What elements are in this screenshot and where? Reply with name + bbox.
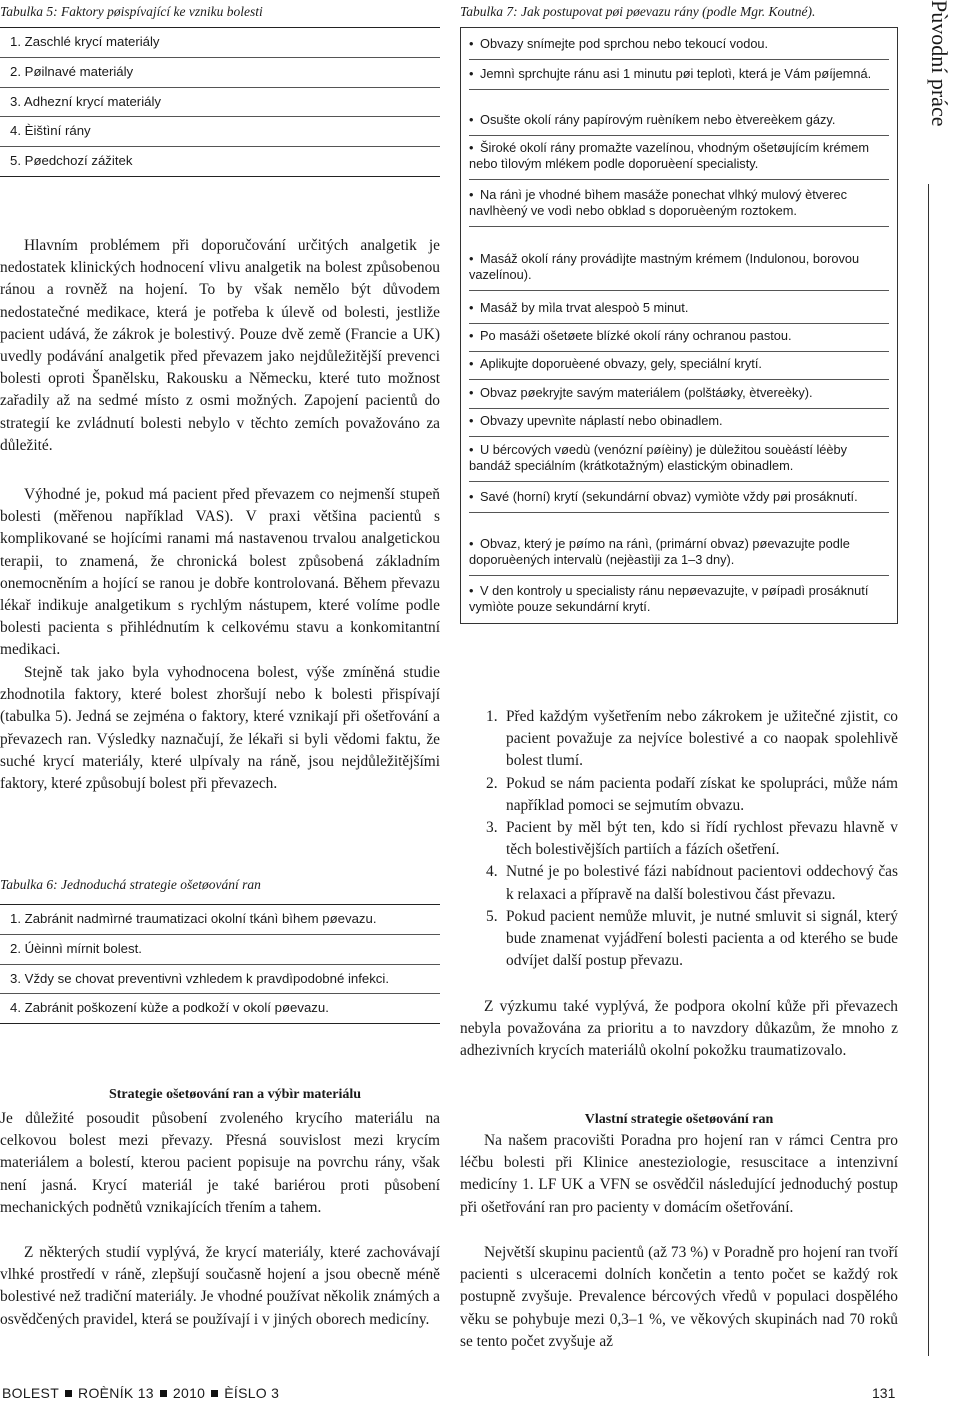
year-label: 2010 [172,1385,206,1401]
table6-caption: Tabulka 6: Jednoduchá strategie ošetøování ran [0,877,261,892]
section-side-label [926,0,960,180]
table5-caption: Tabulka 5: Faktory pøispívající ke vzniku bolesti [0,4,263,19]
table6-row: 4. Zabránit poškození kùže a podkoží v okolí pøevazu. [0,993,440,1023]
table5-row: 3. Adhezní krycí materiály [0,87,440,117]
table5 [0,27,440,177]
table7-caption: Tabulka 7: Jak postupovat pøi pøevazu rány (podle Mgr. Koutné). [460,4,816,19]
body-paragraph: Z výzkumu také vyplývá, že podpora okolní kůže při převazech nebyla považována za prioritu a to navzdory důkazům, že mnoho z adhezivních krycích materiálů okolní pokožku traumatizovalo. [460,998,898,1060]
page-footer [2,1385,279,1401]
table6 [0,904,440,1024]
table7-item: • Savé (horní) krytí (sekundární obvaz) vymìòte vždy pøi prosáknutí. [469,489,889,513]
list-item: 3. Pacient by měl být ten, kdo si řídí rychlost převazu hlavně v těch bolestivějších partiích a fázích ošetření. [486,819,898,859]
body-paragraph: Z některých studií vyplývá, že krycí materiály, které zachovávají vlhké prostředí v ráně, zlepšují současně hojení a jsou obecně méně bolestivé než tradiční materiály. Je vhodné používat několik známých a osvědčených pravidel, která se používají i v jiných oborech medicíny. [0,1244,440,1328]
list-item: 2. Pokud se nám pacienta podaří získat ke spolupráci, může nám například pomoci se sejmutím obvazu. [486,774,898,814]
body-paragraph: Hlavním problémem při doporučování určitých analgetik je nedostatek klinických hodnocení vlivu analgetik na bolest způsobenou ránou a rovněž na hojení. To by však nemělo být důvodem nedostatečné medikace, která je potřeba k úlevě od bolesti, jestliže pacient udává, že zákrok je bolestivý. Pouze dvě země (Francie a UK) uvedly podávání analgetik před převazem jako nejdůležitější prevenci bolesti oproti Španělsku, Rakousku a Německu, které tuto možnost zařadily až na sedmé místo z osmi možných. Zapojení pacientů do strategií ke zvládnutí bolesti nebylo v těchto zemích považováno za důležité. [0,237,440,454]
table5-row: 1. Zaschlé krycí materiály [10,34,160,49]
square-bullet-icon [160,1390,167,1397]
body-paragraph: Výhodné je, pokud má pacient před převazem co nejmenší stupeň bolesti (měřenou například VAS). V praxi většina pacientů s komplikované se hojícími ranami má nastavenou trvalou analgetickou terapii, to znamená, že chronická bolest způsobená základním onemocněním a hojící se ranou je dobře kontrolovaná. Během převazu lékař indikuje analgetikum s rychlým nástupem, které volíme podle bolesti pacienta s přihlédnutím k celkovému stavu a konkomitantní medikaci. [0,486,440,659]
table5-row: 2. Pøilnavé materiály [0,57,440,87]
body-paragraph: Na našem pracovišti Poradna pro hojení ran v rámci Centra pro léčbu bolesti při Klinice anesteziologie, resuscitace a intenzivní medicíny 1. LF UK a VFN se osvědčil následující jednoduchý postup při ošetřování ran pro pacienty v domácím ošetřování. [460,1132,898,1216]
table7-item: • Obvaz pøekryjte savým materiálem (polštáøky, ètvereèky). [469,385,889,409]
table7-item: • Masáž okolí rány provádìjte mastným krémem (Indulonou, borovou vazelínou). [469,251,889,291]
table7-item: • Obvazy upevnìte náplastí nebo obinadlem. [469,413,889,437]
table7-item: • Masáž by mìla trvat alespoò 5 minut. [469,300,889,324]
table7-item: • Aplikujte doporuèené obvazy, gely, speciální krytí. [469,356,889,380]
table7-item: • Po masáži ošetøete blízké okolí rány ochranou pastou. [469,328,889,352]
side-label-text: Pùvodní práce [927,0,952,127]
table7-item: • V den kontroly u specialisty ránu nepøevazujte, v pøípadì prosáknutí vymìòte pouze sekundární krytí. [469,583,869,614]
list-item: 5. Pokud pacient nemůže mluvit, je nutné smluvit si signál, který bude znamenat vyjádření bolesti pacienta a od kterého se bude odvíjet další postup převazu. [486,907,898,970]
issue-label: ÈÍSLO 3 [224,1385,280,1401]
journal-name: BOLEST [2,1385,60,1401]
table7-item: • Široké okolí rány promažte vazelínou, vhodným ošetøujícím krémem nebo tìlovým mlékem podle doporuèení specialisty. [469,140,889,180]
table7-box [460,27,898,624]
table5-row: 5. Pøedchozí zážitek [0,146,440,176]
table7-item: • U bércových vøedù (venózní pøíèiny) je dùležitou souèástí léèby bandáž speciálním (krátkotažným) elastickým obinadlem. [469,442,889,482]
table7-item: • Na ránì je vhodné bìhem masáže ponechat vlhký mulový ètverec navlhèený ve vodì nebo obklad s doporuèeným roztokem. [469,187,889,227]
section-heading: Strategie ošetøování ran a výbìr materiálu [108,1087,362,1102]
square-bullet-icon [65,1390,72,1397]
body-paragraph: Je důležité posoudit působení zvoleného krycího materiálu na celkovou bolest mezi převazy. Přesná souvislost mezi krycím materiálem a bolestí, kterou pacient popisuje na povrchu rány, však není jasná. Krycí materiál je také bariérou proti působení mechanických podnětů vznikajících třením a tahem. [0,1110,440,1216]
body-paragraph: Stejně tak jako byla vyhodnocena bolest, výše zmíněná studie zhodnotila faktory, které bolest zhoršují nebo k bolesti přispívají (tabulka 5). Jedná se zejména o faktory, které vznikají při ošetřování a převazech ran. Výsledky naznačují, že lékaři si byli vědomi faktu, že suché krycí materiály, které ulpívaly na ráně, jsou nejdůležitějšími faktory, které způsobují bolest při převazech. [0,664,440,793]
table6-row: 3. Vždy se chovat preventivnì vzhledem k pravdìpodobné infekci. [0,964,440,994]
table7-item: • Jemnì sprchujte ránu asi 1 minutu pøi teplotì, která je Vám pøíjemná. [469,66,889,90]
numbered-list [486,706,898,972]
body-paragraph: Největší skupinu pacientů (až 73 %) v Poradně pro hojení ran tvoří pacienti s ulceracemi dolních končetin a tento počet se každý rok postupně zvyšuje. Prevalence bércových vředů v populaci dospělého věku se pohybuje mezi 0,3–1 %, ve věkových skupinách nad 70 roků se tento počet zvyšuje až [460,1244,898,1350]
list-item: 1. Před každým vyšetřením nebo zákrokem je užitečné zjistit, co pacient považuje za nejvíce bolestivé a co naopak spolehlivě bolest tlumí. [486,708,898,770]
page-number: 131 [872,1385,896,1401]
table7-item: • Obvaz, který je pøímo na ránì, (primární obvaz) pøevazujte podle doporuèených intervalù (nejèastìji za 1–3 dny). [469,536,889,576]
table6-row: 1. Zabránit nadmìrné traumatizaci okolní tkánì bìhem pøevazu. [10,911,377,926]
table6-row: 2. Úèinnì mírnit bolest. [0,934,440,964]
volume-label: ROÈNÍK 13 [78,1385,154,1401]
table7-item: • Obvazy snímejte pod sprchou nebo tekoucí vodou. [469,36,889,60]
table5-row: 4. Èištìní rány [0,116,440,146]
list-item: 4. Nutné je po bolestivé fázi nabídnout pacientovi oddechový čas k relaxaci a přípravě na další bolestivou část převazu. [486,863,898,903]
section-heading: Vlastní strategie ošetøování ran [584,1112,774,1127]
square-bullet-icon [211,1390,218,1397]
column-rule [928,184,929,1356]
table7-item: • Osušte okolí rány papírovým ruèníkem nebo ètvereèkem gázy. [469,112,889,136]
